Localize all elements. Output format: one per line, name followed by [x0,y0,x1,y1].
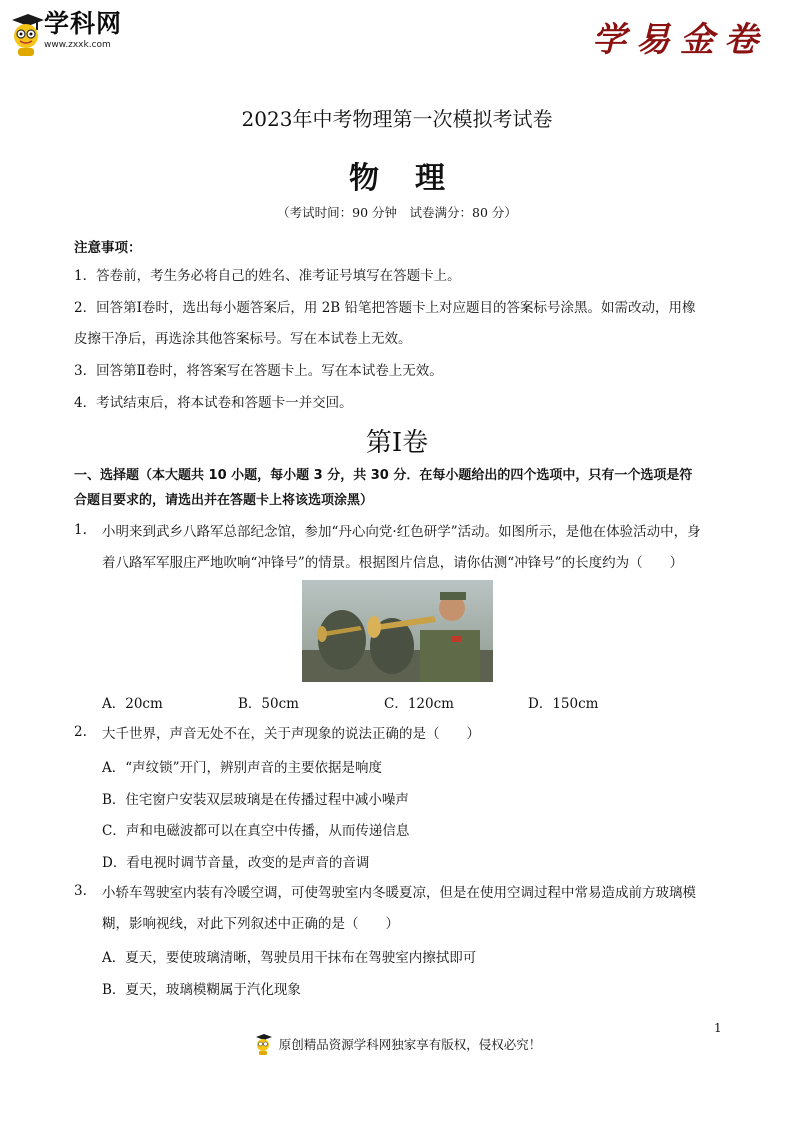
footer [0,1031,794,1057]
section-line: 合题目要求的，请选出并在答题卡上将该选项涂黑） [74,493,374,508]
question-text: 小明来到武乡八路军总部纪念馆，参加“丹心向党·红色研学”活动。如图所示，是他在体验活动中，身 [102,524,701,540]
brand-title: 学易金卷 [592,20,768,60]
volume-heading: 第Ⅰ卷 [365,428,429,458]
note-item: 3．回答第Ⅱ卷时，将答案写在答题卡上。写在本试卷上无效。 [74,363,443,379]
logo-url: www.zxxk.com [44,40,111,50]
page-number: 1 [714,1021,722,1035]
logo-text: 学科网 [44,9,123,38]
option-b: B．50cm [238,696,299,712]
option-d: D．看电视时调节音量，改变的是声音的音调 [102,855,370,871]
bugle-photo [302,580,493,682]
exam-info: （考试时间：90 分钟 试卷满分：80 分） [277,205,517,220]
note-item: 2．回答第Ⅰ卷时，选出每小题答案后，用 2B 铅笔把答题卡上对应题目的答案标号涂黑。如需改动，用橡 [74,300,696,316]
option-a: A．“声纹锁”开门，辨别声音的主要依据是响度 [102,760,383,776]
notes-heading: 注意事项： [74,240,142,256]
question-number: 3. [74,883,87,899]
option-a: A．夏天，要使玻璃清晰，驾驶员用干抹布在驾驶室内擦拭即可 [102,950,477,966]
question-text: 大千世界，声音无处不在，关于声现象的说法正确的是（ ） [102,726,480,742]
option-b: B．夏天，玻璃模糊属于汽化现象 [102,982,301,998]
section-line: 一、选择题（本大题共 10 小题，每小题 3 分，共 30 分．在每小题给出的四个选项中，只有一个选项是符 [74,468,693,483]
question-number: 2. [74,724,87,740]
question-text: 糊，影响视线，对此下列叙述中正确的是（ ） [102,916,399,932]
subject-title: 物理 [349,161,481,196]
option-a: A．20cm [102,696,163,712]
option-c: C．120cm [384,696,454,712]
section-instruction [74,463,724,513]
note-item: 皮擦干净后，再选涂其他答案标号。写在本试卷上无效。 [74,331,412,347]
mascot-icon [6,10,46,58]
question-text: 着八路军军服庄严地吹响“冲锋号”的情景。根据图片信息，请你估测“冲锋号”的长度约为（ ） [102,555,684,571]
exam-title: 2023年中考物理第一次模拟考试卷 [241,107,553,131]
note-item: 1．答卷前，考生务必将自己的姓名、准考证号填写在答题卡上。 [74,268,461,284]
option-c: C．声和电磁波都可以在真空中传播，从而传递信息 [102,823,410,839]
question-text: 小轿车驾驶室内装有冷暖空调，可使驾驶室内冬暖夏凉，但是在使用空调过程中常易造成前方玻璃模 [102,885,696,901]
option-d: D．150cm [528,696,599,712]
copyright-text: 原创精品资源学科网独家享有版权，侵权必究！ [278,1037,542,1052]
question-number: 1. [74,522,87,538]
mascot-icon [253,1031,273,1057]
note-item: 4．考试结束后，将本试卷和答题卡一并交回。 [74,395,353,411]
option-b: B．住宅窗户安装双层玻璃是在传播过程中减小噪声 [102,792,409,808]
bugle-soldier-image [302,580,493,682]
